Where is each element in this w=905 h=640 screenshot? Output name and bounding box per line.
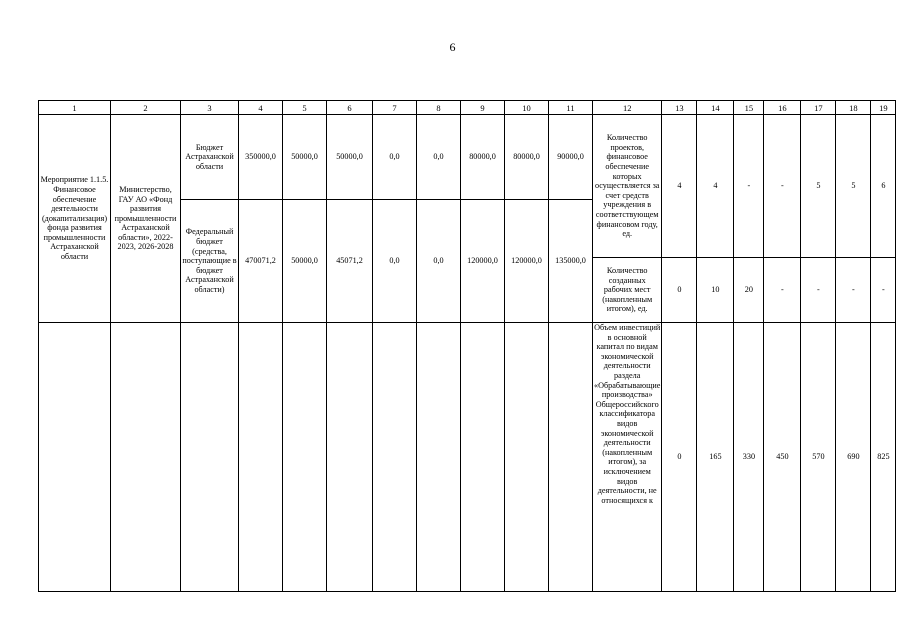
funding-source: Бюджет Астраханской области xyxy=(181,115,239,200)
empty-cell xyxy=(181,323,239,592)
empty-cell xyxy=(327,323,373,592)
empty-cell xyxy=(549,323,593,592)
indicator-value: - xyxy=(764,258,801,323)
indicator-value: 0 xyxy=(662,323,697,592)
header-cell: 1 xyxy=(39,101,111,115)
funding-value: 120000,0 xyxy=(461,200,505,323)
header-cell: 4 xyxy=(239,101,283,115)
empty-cell xyxy=(505,323,549,592)
funding-value: 0,0 xyxy=(373,115,417,200)
header-cell: 8 xyxy=(417,101,461,115)
header-cell: 17 xyxy=(801,101,836,115)
header-cell: 3 xyxy=(181,101,239,115)
page-number: 6 xyxy=(449,40,456,54)
header-cell: 2 xyxy=(111,101,181,115)
funding-value: 90000,0 xyxy=(549,115,593,200)
empty-cell xyxy=(111,323,181,592)
indicator-value: 165 xyxy=(697,323,734,592)
header-cell: 11 xyxy=(549,101,593,115)
indicator-name: Количество созданных рабочих мест (накопленным итогом), ед. xyxy=(593,258,662,323)
indicator-value: 5 xyxy=(801,115,836,258)
indicator-name: Количество проектов, финансовое обеспечение которых осуществляется за счет средств учреждения в соответствующем финансовом году, ед. xyxy=(593,115,662,258)
header-cell: 13 xyxy=(662,101,697,115)
funding-value: 470071,2 xyxy=(239,200,283,323)
table-row xyxy=(39,323,896,411)
activity-executor: Министерство, ГАУ АО «Фонд развития промышленности Астраханской области», 2022-2023, 2026-2028 xyxy=(111,115,181,323)
header-cell: 18 xyxy=(836,101,871,115)
header-cell: 15 xyxy=(734,101,764,115)
header-cell: 6 xyxy=(327,101,373,115)
empty-cell xyxy=(461,323,505,592)
indicator-value: - xyxy=(871,258,896,323)
indicator-value: 6 xyxy=(871,115,896,258)
funding-value: 350000,0 xyxy=(239,115,283,200)
indicator-value: - xyxy=(764,115,801,258)
funding-value: 80000,0 xyxy=(461,115,505,200)
indicator-value: - xyxy=(801,258,836,323)
header-cell: 14 xyxy=(697,101,734,115)
indicator-name: Объем инвестиций в основной капитал по видам экономической деятельности раздела «Обрабатывающие производства» Общероссийского классификатора видов экономической деятельности (накопленным итогом), за исключением видов деятельности, не относящихся к xyxy=(593,323,662,592)
empty-cell xyxy=(417,323,461,592)
indicator-value: 20 xyxy=(734,258,764,323)
empty-cell xyxy=(239,323,283,592)
funding-value: 50000,0 xyxy=(327,115,373,200)
funding-value: 50000,0 xyxy=(283,200,327,323)
funding-value: 80000,0 xyxy=(505,115,549,200)
funding-value: 50000,0 xyxy=(283,115,327,200)
indicator-value: 4 xyxy=(697,115,734,258)
indicator-value: 10 xyxy=(697,258,734,323)
header-cell: 9 xyxy=(461,101,505,115)
empty-cell xyxy=(373,323,417,592)
activity-name: Мероприятие 1.1.5. Финансовое обеспечение деятельности (докапитализация) фонда развития промышленности Астраханской области xyxy=(39,115,111,323)
indicator-value: 330 xyxy=(734,323,764,592)
header-cell: 16 xyxy=(764,101,801,115)
indicator-value: 450 xyxy=(764,323,801,592)
indicator-value: 0 xyxy=(662,258,697,323)
indicator-value: - xyxy=(734,115,764,258)
empty-cell xyxy=(39,323,111,592)
header-cell: 5 xyxy=(283,101,327,115)
funding-value: 45071,2 xyxy=(327,200,373,323)
funding-source: Федеральный бюджет (средства, поступающие в бюджет Астраханской области) xyxy=(181,200,239,323)
indicator-value: 4 xyxy=(662,115,697,258)
indicator-value: 570 xyxy=(801,323,836,592)
funding-value: 0,0 xyxy=(417,200,461,323)
funding-value: 0,0 xyxy=(373,200,417,323)
indicator-value: 825 xyxy=(871,323,896,592)
header-cell: 10 xyxy=(505,101,549,115)
header-row xyxy=(39,101,896,115)
table-row xyxy=(39,115,896,200)
header-cell: 7 xyxy=(373,101,417,115)
funding-value: 120000,0 xyxy=(505,200,549,323)
program-activities-table xyxy=(38,100,896,592)
header-cell: 12 xyxy=(593,101,662,115)
indicator-value: 690 xyxy=(836,323,871,592)
indicator-value: - xyxy=(836,258,871,323)
empty-cell xyxy=(283,323,327,592)
funding-value: 0,0 xyxy=(417,115,461,200)
header-cell: 19 xyxy=(871,101,896,115)
funding-value: 135000,0 xyxy=(549,200,593,323)
indicator-value: 5 xyxy=(836,115,871,258)
